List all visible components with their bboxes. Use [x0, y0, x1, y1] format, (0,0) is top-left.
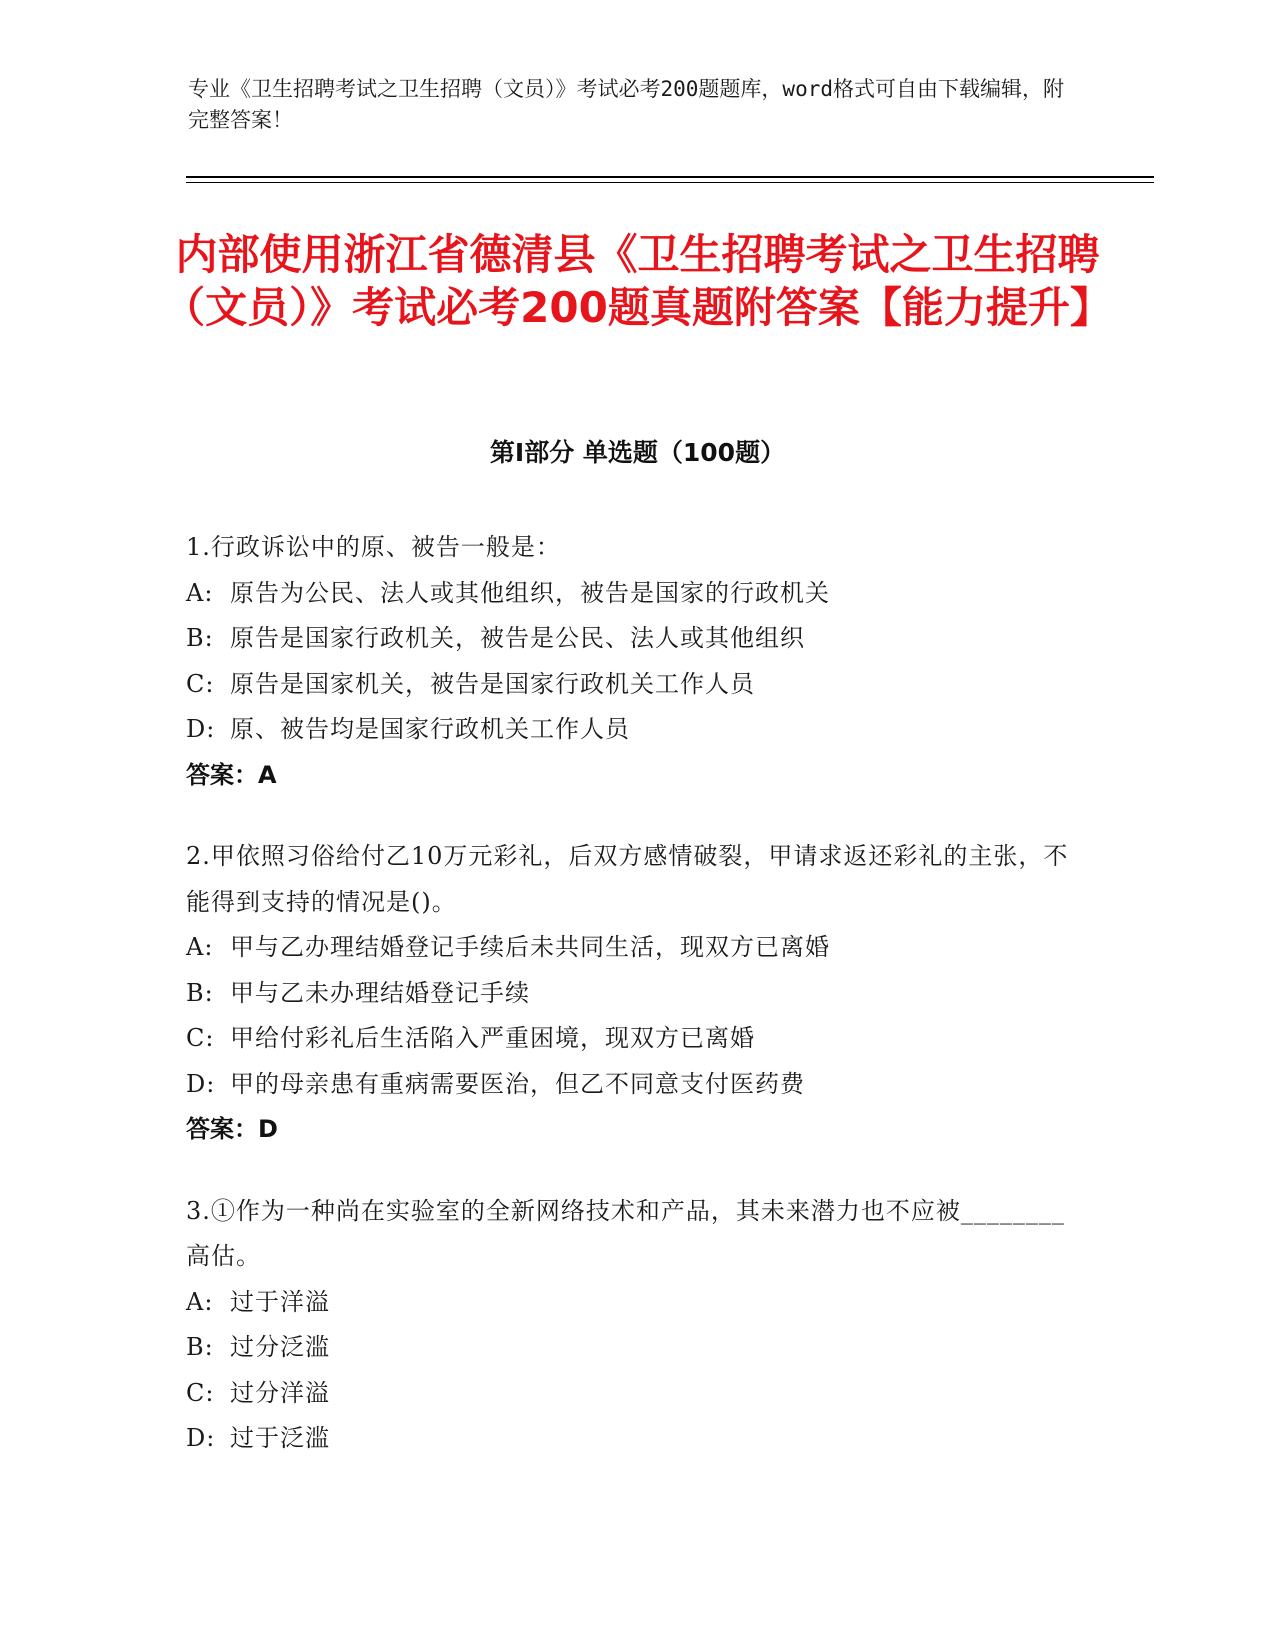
option-d [186, 1062, 1086, 1108]
option-d [186, 707, 1086, 753]
option-text: 原告是国家行政机关，被告是公民、法人或其他组织 [230, 624, 805, 652]
option-text: 过分洋溢 [230, 1378, 330, 1407]
option-b [186, 616, 1086, 662]
option-text: 过于洋溢 [230, 1287, 330, 1316]
option-key: C: [186, 1024, 215, 1052]
question-stem: 1.行政诉讼中的原、被告一般是： [186, 533, 561, 561]
option-text: 甲与乙未办理结婚登记手续 [230, 978, 530, 1007]
option-c [186, 662, 1086, 708]
option-text: 过于泛滥 [230, 1424, 330, 1452]
option-a [186, 571, 1086, 617]
option-text: 过分泛滥 [230, 1333, 330, 1361]
option-text: 甲与乙办理结婚登记手续后未共同生活，现双方已离婚 [230, 933, 830, 961]
option-key: A: [186, 578, 214, 607]
question-list [186, 525, 1086, 1498]
header-divider-thin [186, 182, 1154, 183]
option-key: B: [186, 624, 214, 652]
answer-label: 答案：D [186, 1115, 278, 1143]
option-text: 原告为公民、法人或其他组织，被告是国家的行政机关 [230, 578, 830, 607]
header-note: 专业《卫生招聘考试之卫生招聘（文员）》考试必考200题题库，word格式可自由下载编辑，附完整答案！ [188, 77, 1064, 132]
option-b [186, 1325, 1086, 1371]
option-c [186, 1371, 1086, 1417]
option-key: B: [186, 978, 214, 1007]
option-b [186, 971, 1086, 1017]
option-key: D: [186, 1424, 216, 1452]
option-a [186, 1280, 1086, 1326]
question-3 [186, 1189, 1086, 1462]
document-title: 内部使用浙江省德清县《卫生招聘考试之卫生招聘（文员）》考试必考200题真题附答案【能力提升】 [163, 230, 1112, 332]
option-key: A: [186, 933, 214, 961]
option-key: A: [186, 1287, 214, 1316]
option-a [186, 925, 1086, 971]
option-text: 甲的母亲患有重病需要医治，但乙不同意支付医药费 [230, 1069, 805, 1098]
option-key: B: [186, 1333, 214, 1361]
option-text: 原告是国家机关，被告是国家行政机关工作人员 [230, 669, 755, 698]
section-title: 第Ⅰ部分 单选题（100题） [489, 438, 786, 467]
option-key: D: [186, 715, 216, 743]
option-d [186, 1416, 1086, 1462]
question-stem: 3.①作为一种尚在实验室的全新网络技术和产品，其未来潜力也不应被________高估。 [186, 1196, 1065, 1270]
question-stem: 2.甲依照习俗给付乙10万元彩礼，后双方感情破裂，甲请求返还彩礼的主张，不能得到支持的情况是()。 [186, 842, 1069, 916]
option-key: D: [186, 1069, 216, 1098]
option-key: C: [186, 1378, 215, 1407]
header-divider-thick [186, 176, 1154, 178]
option-key: C: [186, 669, 215, 698]
question-2 [186, 834, 1086, 1153]
answer-label: 答案：A [186, 760, 277, 789]
question-1 [186, 525, 1086, 798]
option-c [186, 1016, 1086, 1062]
option-text: 甲给付彩礼后生活陷入严重困境，现双方已离婚 [230, 1024, 755, 1052]
option-text: 原、被告均是国家行政机关工作人员 [230, 715, 630, 743]
